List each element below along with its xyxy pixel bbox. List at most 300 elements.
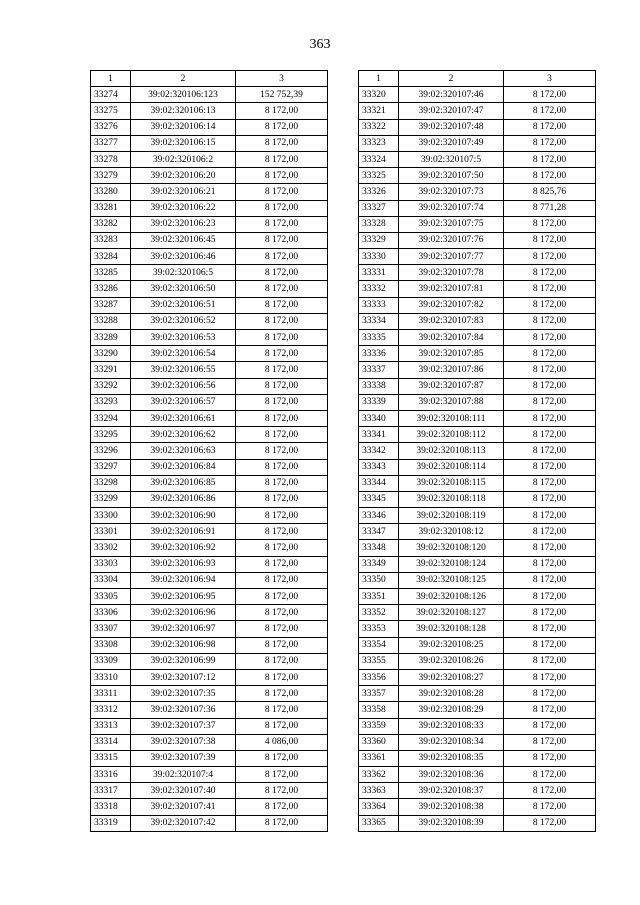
value-cell: 8 172,00 — [504, 103, 596, 119]
value-cell: 8 172,00 — [504, 718, 596, 734]
cadastral-number-cell: 39:02:320106:51 — [131, 297, 236, 313]
table-row — [359, 87, 596, 103]
table-row — [359, 184, 596, 200]
row-number-cell: 33281 — [91, 200, 131, 216]
value-cell: 8 172,00 — [504, 734, 596, 750]
row-number-cell: 33355 — [359, 653, 399, 669]
cadastral-number-cell: 39:02:320106:94 — [131, 572, 236, 588]
row-number-cell: 33344 — [359, 475, 399, 491]
cadastral-number-cell: 39:02:320107:47 — [399, 103, 504, 119]
cadastral-number-cell: 39:02:320106:93 — [131, 556, 236, 572]
cadastral-number-cell: 39:02:320107:87 — [399, 378, 504, 394]
cadastral-number-cell: 39:02:320106:92 — [131, 540, 236, 556]
cadastral-number-cell: 39:02:320108:39 — [399, 815, 504, 831]
value-cell: 8 172,00 — [504, 540, 596, 556]
cadastral-number-cell: 39:02:320107:81 — [399, 281, 504, 297]
column-header: 1 — [91, 71, 131, 87]
row-number-cell: 33286 — [91, 281, 131, 297]
cadastral-number-cell: 39:02:320106:84 — [131, 459, 236, 475]
table-row — [359, 734, 596, 750]
value-cell: 8 172,00 — [504, 330, 596, 346]
cadastral-number-cell: 39:02:320106:45 — [131, 232, 236, 248]
cadastral-number-cell: 39:02:320106:50 — [131, 281, 236, 297]
table-row — [359, 815, 596, 831]
table-row — [91, 103, 328, 119]
cadastral-number-cell: 39:02:320107:40 — [131, 783, 236, 799]
table-row — [91, 589, 328, 605]
value-cell: 8 771,28 — [504, 200, 596, 216]
table-header-row — [91, 71, 328, 87]
table-row — [91, 265, 328, 281]
cadastral-number-cell: 39:02:320106:90 — [131, 508, 236, 524]
row-number-cell: 33305 — [91, 589, 131, 605]
table-row — [91, 410, 328, 426]
table-row — [91, 443, 328, 459]
cadastral-number-cell: 39:02:320107:12 — [131, 669, 236, 685]
row-number-cell: 33359 — [359, 718, 399, 734]
table-row — [359, 637, 596, 653]
value-cell: 8 172,00 — [236, 427, 328, 443]
table-row — [359, 572, 596, 588]
row-number-cell: 33274 — [91, 87, 131, 103]
row-number-cell: 33311 — [91, 686, 131, 702]
table-row — [91, 119, 328, 135]
cadastral-number-cell: 39:02:320106:62 — [131, 427, 236, 443]
table-row — [91, 702, 328, 718]
table-row — [91, 87, 328, 103]
value-cell: 8 172,00 — [236, 767, 328, 783]
row-number-cell: 33298 — [91, 475, 131, 491]
table-row — [359, 783, 596, 799]
value-cell: 8 172,00 — [236, 637, 328, 653]
value-cell: 8 172,00 — [504, 491, 596, 507]
table-row — [359, 799, 596, 815]
value-cell: 8 172,00 — [236, 799, 328, 815]
value-cell: 8 172,00 — [504, 783, 596, 799]
row-number-cell: 33343 — [359, 459, 399, 475]
cadastral-number-cell: 39:02:320108:33 — [399, 718, 504, 734]
row-number-cell: 33303 — [91, 556, 131, 572]
table-row — [91, 346, 328, 362]
table-row — [359, 297, 596, 313]
column-header: 3 — [504, 71, 596, 87]
table-row — [91, 394, 328, 410]
row-number-cell: 33324 — [359, 151, 399, 167]
cadastral-number-cell: 39:02:320106:56 — [131, 378, 236, 394]
cadastral-number-cell: 39:02:320107:46 — [399, 87, 504, 103]
value-cell: 8 172,00 — [504, 427, 596, 443]
value-cell: 8 172,00 — [504, 605, 596, 621]
table-row — [359, 508, 596, 524]
cadastral-number-cell: 39:02:320107:42 — [131, 815, 236, 831]
table-row — [91, 491, 328, 507]
value-cell: 8 172,00 — [504, 443, 596, 459]
table-row — [359, 330, 596, 346]
table-row — [91, 815, 328, 831]
cadastral-number-cell: 39:02:320106:55 — [131, 362, 236, 378]
row-number-cell: 33347 — [359, 524, 399, 540]
cadastral-number-cell: 39:02:320107:74 — [399, 200, 504, 216]
row-number-cell: 33308 — [91, 637, 131, 653]
row-number-cell: 33315 — [91, 750, 131, 766]
row-number-cell: 33314 — [91, 734, 131, 750]
row-number-cell: 33345 — [359, 491, 399, 507]
value-cell: 8 172,00 — [236, 297, 328, 313]
value-cell: 8 172,00 — [504, 394, 596, 410]
row-number-cell: 33353 — [359, 621, 399, 637]
table-row — [359, 669, 596, 685]
row-number-cell: 33297 — [91, 459, 131, 475]
cadastral-number-cell: 39:02:320107:50 — [399, 168, 504, 184]
row-number-cell: 33294 — [91, 410, 131, 426]
data-table-right — [358, 70, 596, 832]
value-cell: 8 172,00 — [504, 281, 596, 297]
value-cell: 8 172,00 — [236, 669, 328, 685]
row-number-cell: 33289 — [91, 330, 131, 346]
cadastral-number-cell: 39:02:320108:126 — [399, 589, 504, 605]
value-cell: 8 172,00 — [236, 556, 328, 572]
row-number-cell: 33295 — [91, 427, 131, 443]
row-number-cell: 33325 — [359, 168, 399, 184]
value-cell: 8 172,00 — [504, 669, 596, 685]
table-row — [359, 524, 596, 540]
value-cell: 8 172,00 — [504, 362, 596, 378]
value-cell: 8 172,00 — [504, 508, 596, 524]
value-cell: 8 172,00 — [504, 265, 596, 281]
table-row — [359, 410, 596, 426]
value-cell: 8 172,00 — [504, 475, 596, 491]
table-row — [359, 378, 596, 394]
value-cell: 8 172,00 — [236, 200, 328, 216]
value-cell: 8 172,00 — [504, 346, 596, 362]
cadastral-number-cell: 39:02:320106:85 — [131, 475, 236, 491]
row-number-cell: 33326 — [359, 184, 399, 200]
row-number-cell: 33317 — [91, 783, 131, 799]
table-row — [359, 200, 596, 216]
row-number-cell: 33331 — [359, 265, 399, 281]
row-number-cell: 33277 — [91, 135, 131, 151]
cadastral-number-cell: 39:02:320108:115 — [399, 475, 504, 491]
row-number-cell: 33293 — [91, 394, 131, 410]
value-cell: 8 172,00 — [504, 87, 596, 103]
page-number: 363 — [309, 37, 331, 52]
cadastral-number-cell: 39:02:320106:23 — [131, 216, 236, 232]
cadastral-number-cell: 39:02:320106:54 — [131, 346, 236, 362]
table-row — [359, 394, 596, 410]
cadastral-number-cell: 39:02:320106:52 — [131, 313, 236, 329]
value-cell: 8 172,00 — [236, 750, 328, 766]
value-cell: 8 172,00 — [504, 750, 596, 766]
value-cell: 8 172,00 — [504, 410, 596, 426]
row-number-cell: 33279 — [91, 168, 131, 184]
row-number-cell: 33354 — [359, 637, 399, 653]
value-cell: 8 825,76 — [504, 184, 596, 200]
cadastral-number-cell: 39:02:320106:21 — [131, 184, 236, 200]
cadastral-number-cell: 39:02:320107:78 — [399, 265, 504, 281]
column-header: 3 — [236, 71, 328, 87]
row-number-cell: 33310 — [91, 669, 131, 685]
table-row — [91, 313, 328, 329]
cadastral-number-cell: 39:02:320107:82 — [399, 297, 504, 313]
cadastral-number-cell: 39:02:320108:118 — [399, 491, 504, 507]
cadastral-number-cell: 39:02:320107:48 — [399, 119, 504, 135]
table-row — [91, 232, 328, 248]
row-number-cell: 33329 — [359, 232, 399, 248]
table-row — [91, 783, 328, 799]
column-header: 2 — [131, 71, 236, 87]
cadastral-number-cell: 39:02:320107:73 — [399, 184, 504, 200]
row-number-cell: 33337 — [359, 362, 399, 378]
cadastral-number-cell: 39:02:320106:98 — [131, 637, 236, 653]
value-cell: 8 172,00 — [236, 686, 328, 702]
cadastral-number-cell: 39:02:320108:37 — [399, 783, 504, 799]
table-row — [359, 443, 596, 459]
value-cell: 8 172,00 — [236, 815, 328, 831]
row-number-cell: 33322 — [359, 119, 399, 135]
cadastral-number-cell: 39:02:320106:53 — [131, 330, 236, 346]
row-number-cell: 33339 — [359, 394, 399, 410]
row-number-cell: 33313 — [91, 718, 131, 734]
table-row — [359, 232, 596, 248]
cadastral-number-cell: 39:02:320108:119 — [399, 508, 504, 524]
row-number-cell: 33357 — [359, 686, 399, 702]
cadastral-number-cell: 39:02:320107:84 — [399, 330, 504, 346]
row-number-cell: 33290 — [91, 346, 131, 362]
value-cell: 8 172,00 — [236, 151, 328, 167]
value-cell: 8 172,00 — [504, 216, 596, 232]
cadastral-number-cell: 39:02:320108:124 — [399, 556, 504, 572]
value-cell: 8 172,00 — [236, 491, 328, 507]
cadastral-number-cell: 39:02:320106:2 — [131, 151, 236, 167]
table-row — [359, 313, 596, 329]
cadastral-number-cell: 39:02:320106:20 — [131, 168, 236, 184]
table-row — [359, 249, 596, 265]
value-cell: 8 172,00 — [504, 815, 596, 831]
table-row — [91, 508, 328, 524]
row-number-cell: 33323 — [359, 135, 399, 151]
value-cell: 8 172,00 — [504, 249, 596, 265]
row-number-cell: 33318 — [91, 799, 131, 815]
table-row — [91, 718, 328, 734]
value-cell: 8 172,00 — [504, 799, 596, 815]
row-number-cell: 33352 — [359, 605, 399, 621]
cadastral-number-cell: 39:02:320106:91 — [131, 524, 236, 540]
table-row — [359, 702, 596, 718]
value-cell: 8 172,00 — [236, 330, 328, 346]
table-row — [91, 184, 328, 200]
table-row — [359, 427, 596, 443]
cadastral-number-cell: 39:02:320106:95 — [131, 589, 236, 605]
cadastral-number-cell: 39:02:320108:113 — [399, 443, 504, 459]
value-cell: 8 172,00 — [236, 540, 328, 556]
table-row — [359, 718, 596, 734]
value-cell: 8 172,00 — [504, 459, 596, 475]
value-cell: 8 172,00 — [236, 184, 328, 200]
cadastral-number-cell: 39:02:320107:35 — [131, 686, 236, 702]
row-number-cell: 33276 — [91, 119, 131, 135]
cadastral-number-cell: 39:02:320106:123 — [131, 87, 236, 103]
row-number-cell: 33356 — [359, 669, 399, 685]
table-row — [91, 281, 328, 297]
table-row — [359, 540, 596, 556]
cadastral-number-cell: 39:02:320108:29 — [399, 702, 504, 718]
value-cell: 8 172,00 — [236, 605, 328, 621]
row-number-cell: 33360 — [359, 734, 399, 750]
row-number-cell: 33300 — [91, 508, 131, 524]
table-row — [91, 216, 328, 232]
value-cell: 8 172,00 — [504, 135, 596, 151]
table-row — [91, 669, 328, 685]
value-cell: 8 172,00 — [504, 702, 596, 718]
cadastral-number-cell: 39:02:320107:86 — [399, 362, 504, 378]
cadastral-number-cell: 39:02:320108:12 — [399, 524, 504, 540]
cadastral-number-cell: 39:02:320106:46 — [131, 249, 236, 265]
value-cell: 8 172,00 — [236, 281, 328, 297]
cadastral-number-cell: 39:02:320106:13 — [131, 103, 236, 119]
table-row — [91, 767, 328, 783]
cadastral-number-cell: 39:02:320106:57 — [131, 394, 236, 410]
row-number-cell: 33319 — [91, 815, 131, 831]
value-cell: 8 172,00 — [236, 589, 328, 605]
value-cell: 8 172,00 — [236, 119, 328, 135]
row-number-cell: 33280 — [91, 184, 131, 200]
cadastral-number-cell: 39:02:320107:49 — [399, 135, 504, 151]
table-row — [91, 621, 328, 637]
cadastral-number-cell: 39:02:320107:75 — [399, 216, 504, 232]
row-number-cell: 33302 — [91, 540, 131, 556]
row-number-cell: 33361 — [359, 750, 399, 766]
table-header-row — [359, 71, 596, 87]
value-cell: 8 172,00 — [236, 168, 328, 184]
row-number-cell: 33312 — [91, 702, 131, 718]
cadastral-number-cell: 39:02:320106:96 — [131, 605, 236, 621]
table-row — [359, 346, 596, 362]
row-number-cell: 33301 — [91, 524, 131, 540]
table-row — [91, 378, 328, 394]
cadastral-number-cell: 39:02:320108:35 — [399, 750, 504, 766]
table-row — [91, 605, 328, 621]
row-number-cell: 33362 — [359, 767, 399, 783]
value-cell: 8 172,00 — [504, 637, 596, 653]
table-row — [91, 427, 328, 443]
value-cell: 8 172,00 — [504, 297, 596, 313]
value-cell: 152 752,39 — [236, 87, 328, 103]
value-cell: 8 172,00 — [504, 686, 596, 702]
table-row — [359, 686, 596, 702]
cadastral-number-cell: 39:02:320107:39 — [131, 750, 236, 766]
row-number-cell: 33342 — [359, 443, 399, 459]
cadastral-number-cell: 39:02:320107:38 — [131, 734, 236, 750]
cadastral-number-cell: 39:02:320108:120 — [399, 540, 504, 556]
table-row — [91, 297, 328, 313]
row-number-cell: 33307 — [91, 621, 131, 637]
row-number-cell: 33304 — [91, 572, 131, 588]
row-number-cell: 33336 — [359, 346, 399, 362]
table-row — [359, 362, 596, 378]
value-cell: 8 172,00 — [236, 443, 328, 459]
column-header: 2 — [399, 71, 504, 87]
table-row — [91, 653, 328, 669]
cadastral-number-cell: 39:02:320107:88 — [399, 394, 504, 410]
value-cell: 8 172,00 — [504, 168, 596, 184]
value-cell: 8 172,00 — [504, 119, 596, 135]
value-cell: 8 172,00 — [504, 556, 596, 572]
row-number-cell: 33340 — [359, 410, 399, 426]
table-row — [359, 216, 596, 232]
table-row — [91, 249, 328, 265]
table-row — [359, 135, 596, 151]
cadastral-number-cell: 39:02:320108:36 — [399, 767, 504, 783]
table-row — [359, 119, 596, 135]
cadastral-number-cell: 39:02:320108:25 — [399, 637, 504, 653]
table-row — [91, 750, 328, 766]
row-number-cell: 33284 — [91, 249, 131, 265]
table-row — [91, 686, 328, 702]
table-row — [359, 103, 596, 119]
row-number-cell: 33341 — [359, 427, 399, 443]
value-cell: 8 172,00 — [236, 394, 328, 410]
row-number-cell: 33316 — [91, 767, 131, 783]
table-row — [91, 475, 328, 491]
value-cell: 8 172,00 — [504, 313, 596, 329]
row-number-cell: 33296 — [91, 443, 131, 459]
row-number-cell: 33278 — [91, 151, 131, 167]
value-cell: 8 172,00 — [236, 410, 328, 426]
table-row — [91, 459, 328, 475]
row-number-cell: 33365 — [359, 815, 399, 831]
table-row — [91, 362, 328, 378]
value-cell: 8 172,00 — [236, 135, 328, 151]
table-row — [359, 459, 596, 475]
value-cell: 8 172,00 — [236, 459, 328, 475]
table-row — [91, 734, 328, 750]
value-cell: 8 172,00 — [504, 653, 596, 669]
value-cell: 8 172,00 — [504, 767, 596, 783]
row-number-cell: 33283 — [91, 232, 131, 248]
row-number-cell: 33346 — [359, 508, 399, 524]
cadastral-number-cell: 39:02:320108:125 — [399, 572, 504, 588]
row-number-cell: 33348 — [359, 540, 399, 556]
column-header: 1 — [359, 71, 399, 87]
row-number-cell: 33288 — [91, 313, 131, 329]
table-row — [91, 135, 328, 151]
table-row — [359, 750, 596, 766]
value-cell: 8 172,00 — [504, 378, 596, 394]
value-cell: 8 172,00 — [236, 508, 328, 524]
value-cell: 8 172,00 — [504, 572, 596, 588]
cadastral-number-cell: 39:02:320106:22 — [131, 200, 236, 216]
cadastral-number-cell: 39:02:320108:34 — [399, 734, 504, 750]
table-row — [359, 491, 596, 507]
table-row — [359, 151, 596, 167]
cadastral-number-cell: 39:02:320106:86 — [131, 491, 236, 507]
cadastral-number-cell: 39:02:320108:111 — [399, 410, 504, 426]
cadastral-number-cell: 39:02:320108:127 — [399, 605, 504, 621]
cadastral-number-cell: 39:02:320108:128 — [399, 621, 504, 637]
cadastral-number-cell: 39:02:320106:5 — [131, 265, 236, 281]
cadastral-number-cell: 39:02:320107:76 — [399, 232, 504, 248]
cadastral-number-cell: 39:02:320107:4 — [131, 767, 236, 783]
value-cell: 8 172,00 — [236, 702, 328, 718]
value-cell: 8 172,00 — [236, 718, 328, 734]
value-cell: 8 172,00 — [504, 232, 596, 248]
value-cell: 8 172,00 — [236, 653, 328, 669]
table-row — [91, 540, 328, 556]
row-number-cell: 33291 — [91, 362, 131, 378]
cadastral-number-cell: 39:02:320106:15 — [131, 135, 236, 151]
value-cell: 8 172,00 — [504, 621, 596, 637]
cadastral-number-cell: 39:02:320107:85 — [399, 346, 504, 362]
